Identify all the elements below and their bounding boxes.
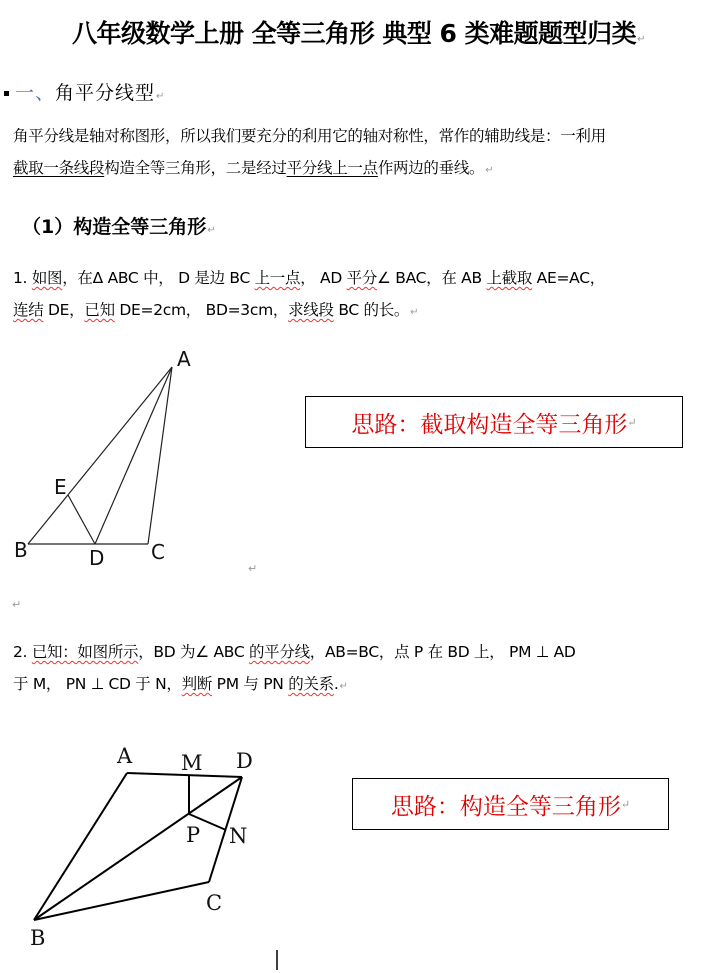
- figure-quadrilateral-abcd: [0, 730, 300, 973]
- label-p: P: [186, 823, 201, 847]
- svg-text:↵: ↵: [248, 562, 258, 575]
- label-c: C: [206, 891, 223, 915]
- bullet-icon: [4, 91, 9, 96]
- label-b: B: [30, 926, 46, 950]
- svg-text:↵: ↵: [12, 598, 22, 611]
- label-d: D: [89, 546, 105, 570]
- intro-line-2: 截取一条线段构造全等三角形，二是经过平分线上一点作两边的垂线。↵: [13, 159, 494, 177]
- label-d: D: [236, 749, 253, 773]
- label-m: M: [181, 751, 203, 775]
- problem-2-text: [13, 636, 717, 703]
- label-n: N: [229, 824, 248, 848]
- section-number: 一、: [15, 82, 56, 104]
- paragraph-mark: ↵: [637, 34, 646, 45]
- label-a: A: [177, 347, 191, 371]
- label-b: B: [14, 538, 28, 562]
- problem-1-line-2: 连结 DE，已知 DE=2cm， BD=3cm，求线段 BC 的长。↵: [13, 301, 419, 319]
- problem-2-line-2: 于 M， PN ⊥ CD 于 N，判断 PM 与 PN 的关系.↵: [13, 675, 348, 693]
- figure-triangle-abc: [0, 340, 300, 620]
- label-e: E: [54, 475, 67, 499]
- label-c: C: [151, 540, 165, 564]
- intro-paragraph: [13, 120, 606, 187]
- problem-1-text: [13, 262, 717, 329]
- section-label: 角平分线型: [55, 82, 156, 104]
- intro-line-1: 角平分线是轴对称图形，所以我们要充分的利用它的轴对称性，常作的辅助线是：一利用: [13, 127, 606, 145]
- subsection-heading: （1）构造全等三角形↵: [22, 216, 216, 238]
- problem-1-line-1: 1. 如图，在Δ ABC 中， D 是边 BC 上一点， AD 平分∠ BAC，在 AB 上截取 AE=AC，: [13, 269, 605, 287]
- hint-box-1: 思路：截取构造全等三角形 ↵: [305, 396, 683, 448]
- document-title: 八年级数学上册 全等三角形 典型 6 类难题题型归类↵: [71, 19, 646, 48]
- label-a: A: [117, 744, 133, 768]
- problem-2-line-1: 2. 已知：如图所示，BD 为∠ ABC 的平分线，AB=BC，点 P 在 BD 上， PM ⊥ AD: [13, 643, 576, 661]
- section-heading-1: 一、角平分线型↵: [4, 78, 165, 105]
- hint-box-2: 思路：构造全等三角形 ↵: [352, 778, 669, 830]
